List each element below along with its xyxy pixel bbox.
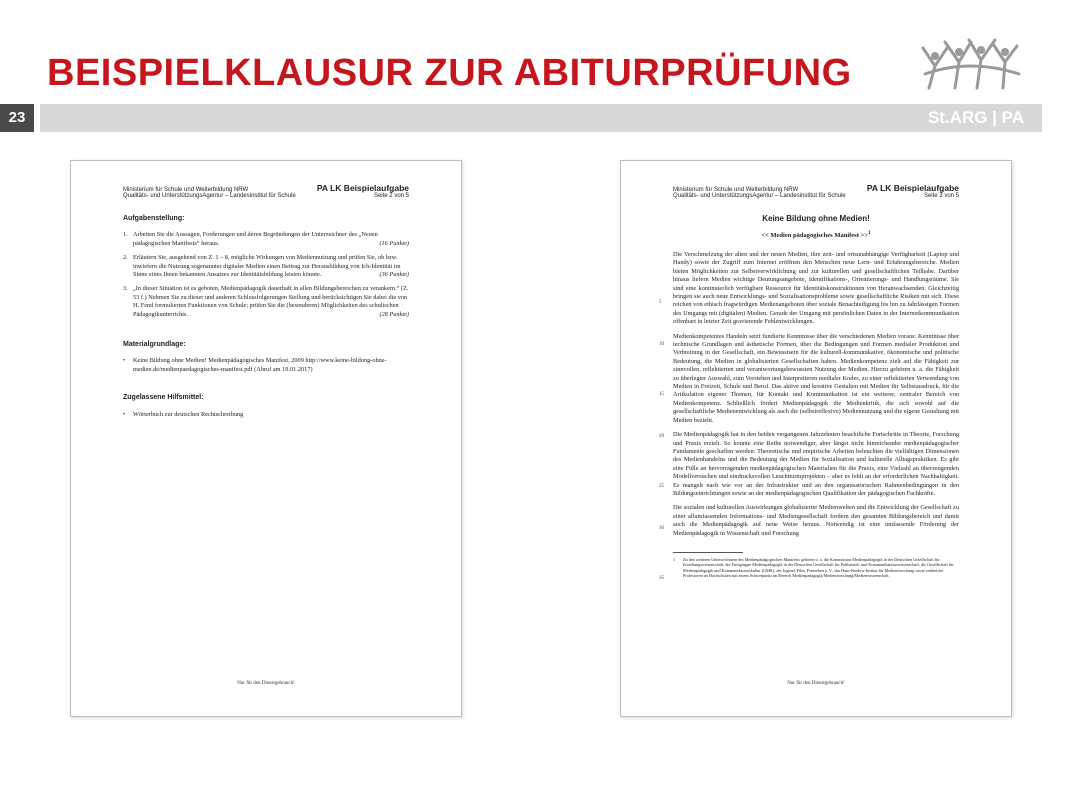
slide-title: BEISPIELKLAUSUR ZUR ABITURPRÜFUNG — [47, 52, 852, 94]
page-number: Seite 2 von 5 — [373, 193, 409, 199]
page-header — [123, 183, 409, 199]
page-footer: Nur für den Dienstgebrauch! — [237, 681, 295, 686]
task-points: (36 Punkte) — [379, 271, 409, 279]
page-header — [673, 183, 959, 199]
subject-label: St.ARG | PA — [927, 108, 1024, 127]
exam-heading: PA LK Beispielaufgabe — [316, 183, 409, 193]
aids-text: Wörterbuch zur deutschen Rechtschreibung — [133, 410, 244, 418]
slide-number: 23 — [0, 104, 34, 132]
ministry-name: Ministerium für Schule und Weiterbildung NRW — [673, 187, 799, 193]
line-number: 10 — [659, 341, 664, 347]
text-subtitle: << Medien pädagogisches Manifest >>$^1$ — [761, 230, 871, 240]
task-text: Arbeiten Sie die Aussagen, Forderungen und deren Begründungen der Unterzeichner des „Neuen pädagogischen Manifests“ heraus. — [133, 231, 378, 247]
text-paragraph: Die Verschmelzung der alten und der neuen Medien, ihre zeit- und ortsunabhängige Verfügbarkeit (Laptop und Handy) sowie der Zugriff zum Internet eröffnen den Menschen neue Lern- und Erfahrungsbereiche. Medien bieten Möglichkeiten zur Selbstverwirklichung und zur kulturellen und gesellschaftlichen Teilhabe. Darüber hinaus liefern Medien wichtige Deutungsangebote, Identifikations-, Orientierungs- und Handlungsräume. Sie sind eine kontinuierlich verfügbare Ressource für Identitätskonstruktionen von Heranwachsenden. Gleichzeitig bringen sie auch neue Entwicklungs- und Sozialisationsprobleme sowie gesellschaftliche Risiken mit sich. Diese reichen von ethisch fragwürdigen Medienangeboten über soziale Benachteiligung bis hin zu fahrlässigen Formen des Umgangs mit (digitalen) Medien. Gerade der Umgang mit persönlichen Daten in der Internetkommunikation offenbart in letzter Zeit gravierende Fehlentwicklungen. — [673, 250, 959, 326]
task-number: 2. — [123, 254, 128, 262]
footnote-mark: 1 — [673, 556, 676, 562]
aids-heading: Zugelassene Hilfsmittel: — [123, 394, 204, 402]
school-logo-icon — [915, 18, 1025, 100]
tasks-heading: Aufgabenstellung: — [123, 215, 185, 222]
agency-name: Qualitäts- und UnterstützungsAgentur – Landesinstitut für Schule — [123, 193, 296, 199]
line-number: 30 — [659, 525, 664, 531]
task-points: (16 Punkte) — [379, 239, 409, 247]
text-paragraph: Die sozialen und kulturellen Auswirkungen globalisierter Medienwelten und die Entwicklung der Gesellschaft zu einer allumfassenden Informations- und Mediengesellschaft fordern den gesamten Bildungsbereich und damit auch die Medienpädagogik auf neue Weise heraus. Notwendig ist eine umfassende Förderung der Medienpädagogik in Wissenschaft und Forschung — [673, 504, 959, 537]
page-footer: Nur für den Dienstgebrauch! — [787, 681, 845, 686]
exam-heading: PA LK Beispielaufgabe — [866, 183, 959, 193]
footnote-text: Zu den weiteren Unterzeichnern des Medienpädagogischen Manifests gehören u. a. die Kommission Medienpädagogik in der Deutschen Gesellschaft für Erziehungswissenschaft, die Fachgruppe Medienpädagogik in der Deutschen Gesellschaft für Publizistik- und Kommunikationswissenschaft, die Gesellschaft für Medienpädagogik und Kommunikationskultur (GMK), der Jugend, Film, Fernsehen e. V., das Hans-Bredow-Institut für Medienforschung sowie zahlreiche Professoren an Hochschulen mit einem Schwerpunkt im Bereich Medienpädagogik/Medienforschung/Medienwissenschaft. — [683, 556, 954, 579]
material-heading: Materialgrundlage: — [123, 341, 186, 349]
ministry-name: Ministerium für Schule und Weiterbildung NRW — [123, 187, 249, 193]
agency-name: Qualitäts- und UnterstützungsAgentur – Landesinstitut für Schule — [673, 193, 846, 199]
page-number: Seite 3 von 5 — [923, 193, 959, 199]
header-bar — [40, 104, 1042, 132]
text-paragraph: Die Medienpädagogik hat in den beiden vergangenen Jahrzehnten beachtliche Fortschritte in Theorie, Forschung und Praxis erzielt. So konnte eine Reihe notwendiger, aber längst nicht hinreichender medienpädagogischer Fundamente geschaffen werden: Theoretische und empirische Arbeiten beleuchten die vielfältigen Dimensionen des Medienhandelns und die Bedeutung der Medien für Sozialisation und kulturelle Alltagspraktiken. Es gibt eine Fülle an hervorragenden medienpädagogischen Materialien für die Praxis, eine Vielzahl an überzeugenden Modellversuchen und eindrucksvollen Leuchtturmprojekten – aber es fehlt an der erforderlichen Nachhaltigkeit. Es mangelt nach wie vor an der Infrastruktur und an den organisatorischen Rahmenbedingungen in den Bildungseinrichtungen sowie an der medienpädagogischen Qualifikation der pädagogischen Fachkräfte. — [673, 431, 959, 497]
line-number: 20 — [659, 433, 664, 439]
task-points: (28 Punkte) — [379, 310, 409, 318]
line-number: 5 — [659, 299, 662, 305]
footnote-ref: 1 — [867, 230, 871, 237]
material-text: Keine Bildung ohne Medien! Medienpädagogisches Manifest, 2009 http://www.keine-bildung-ohne-medien.de/medienpaedagogisches-manifest.pdf (Abruf am 19.01.2017) — [133, 357, 387, 373]
material-item: • Keine Bildung ohne Medien! Medienpädagogisches Manifest, 2009 http://www.keine-bildung-ohne-medien.de/medienpaedagogisches-manifest.pdf (Abruf am 19.01.2017) — [123, 357, 409, 374]
exam-page-2 — [70, 160, 462, 717]
task-item — [123, 254, 409, 279]
aids-item: • Wörterbuch zur deutschen Rechtschreibung — [123, 410, 244, 418]
line-number: 35 — [659, 575, 664, 581]
task-text: Erläutern Sie, ausgehend von Z. 1 – 8, mögliche Wirkungen von Mediennutzung und prüfen Sie, ob bzw. inwiefern die Nutzung sogenannter digitaler Medien einen Beitrag zur Herausbildung von Ich-Identität im Sinne eines Ihnen bekannten Ansatzes zur Identitätsbildung leisten könnte. — [133, 254, 401, 279]
footnote-divider — [673, 552, 743, 553]
exam-page-3 — [620, 160, 1012, 717]
task-item — [123, 231, 409, 248]
task-item — [123, 285, 409, 319]
text-title: Keine Bildung ohne Medien! — [762, 214, 870, 223]
task-number: 1. — [123, 231, 128, 239]
task-number: 3. — [123, 285, 128, 293]
text-paragraph: Medienkompetentes Handeln setzt fundierte Kenntnisse über die verschiedenen Medien voraus: Kenntnisse über technische Grundlagen und ästhetische Formen, über die Bedingungen und Formen medialer Produktion und Verbreitung in der Gesellschaft, ein Bewusstsein für die kulturell-kommunikative, ökonomische und politische Bedeutung, die Medien in globalisierten Gesellschaften haben. Medienkompetenz zielt auf die Fähigkeit zur sinnvollen, reflektierten und verantwortungsbewussten Nutzung der Medien. Hierzu gehören u. a. die Fähigkeit zu überlegter Auswahl, zum Verstehen und Interpretieren medialer Kodes, zu einer reflektierten Verwendung von Medien in Freizeit, Schule und Beruf. Das aktive und kreative Gestalten mit Medien für Selbstausdruck, für die Artikulation eigener Themen, für Kontakt und Kommunikation ist ein weiterer, zentraler Bereich von Medienkompetenz. Schließlich fördert Medienpädagogik die Medienkritik, die sich sowohl auf die gesellschaftliche Medienentwicklung als auch die (selbstreflexive) Mediennutzung und die eigene Gestaltung mit Medien bezieht. — [673, 332, 959, 424]
footnote — [673, 557, 959, 579]
line-number: 15 — [659, 391, 664, 397]
task-text: „In dieser Situation ist es geboten, Medienpädagogik dauerhaft in allen Bildungsbereichen zu verankern.“ (Z. 53 f.) Nehmen Sie zu dieser und anderen Schlussfolgerungen Stellung und berücksichtigen Sie dabei die von H. Fend formulierten Funktionen von Schule; prüfen Sie die (besonderen) Möglichkeiten des schulischen Pädagogikunterrichts. — [133, 285, 409, 318]
line-number: 25 — [659, 483, 664, 489]
